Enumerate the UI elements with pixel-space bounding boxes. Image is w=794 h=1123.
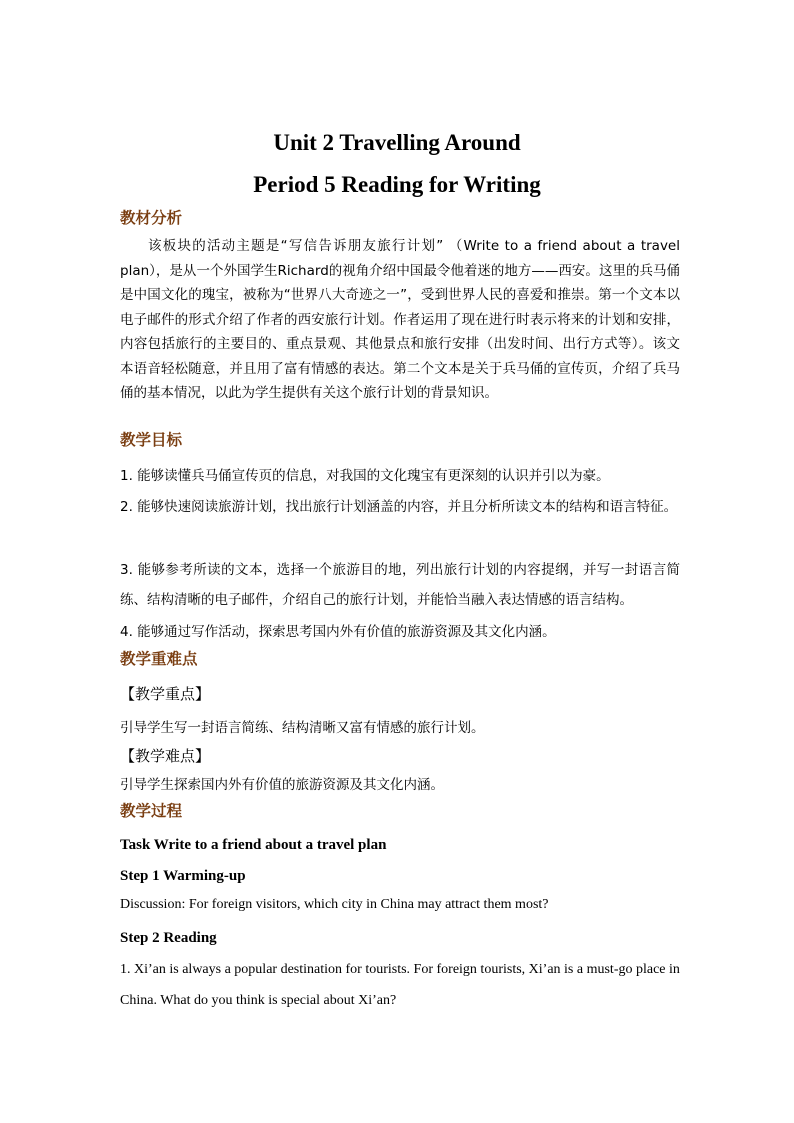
difficulty-label: 【教学难点】 (120, 747, 211, 765)
task-line: Task Write to a friend about a travel plan (120, 837, 387, 853)
discussion-text: Discussion: For foreign visitors, which city in China may attract them most? (120, 897, 549, 912)
process-heading: 教学过程 (120, 802, 183, 820)
period-title: Period 5 Reading for Writing (253, 172, 541, 197)
analysis-heading: 教材分析 (120, 209, 183, 227)
key-points-heading: 教学重难点 (120, 650, 198, 668)
goal-item-1: 1. 能够读懂兵马俑宣传页的信息，对我国的文化瑰宝有更深刻的认识并引以为豪。 (120, 468, 610, 484)
analysis-paragraph: 该板块的活动主题是“写信告诉朋友旅行计划” （Write to a friend about a travel plan），是从一个外国学生Richard的视角介绍中国最令他着迷的地方——西安。这里的兵马俑是中国文化的瑰宝，被称为“世界八大奇迹之一”，受到世界人民的喜爱和推崇。第一个文本以电子邮件的形式介绍了作者的西安旅行计划。作者运用了现在进行时表示将来的计划和安排，内容包括旅行的主要目的、重点景观、其他景点和旅行安排（出发时间、出行方式等）。该文本语音轻松随意，并且用了富有情感的表达。第二个文本是关于兵马俑的宣传页，介绍了兵马俑的基本情况，以此为学生提供有关这个旅行计划的背景知识。 (120, 238, 680, 401)
reading-question-1: 1. Xi’an is always a popular destination for tourists. For foreign tourists, Xi’an is a must-go place in China. What do you think is special about Xi’an? (120, 962, 680, 1008)
goal-item-2: 2. 能够快速阅读旅游计划，找出旅行计划涵盖的内容，并且分析所读文本的结构和语言特征。 (120, 499, 678, 515)
goals-heading: 教学目标 (120, 431, 183, 449)
goal-item-3: 3. 能够参考所读的文本，选择一个旅游目的地，列出旅行计划的内容提纲，并写一封语言简练、结构清晰的电子邮件，介绍自己的旅行计划，并能恰当融入表达情感的语言结构。 (120, 562, 680, 608)
focus-label: 【教学重点】 (120, 685, 211, 703)
focus-text: 引导学生写一封语言简练、结构清晰又富有情感的旅行计划。 (120, 720, 485, 736)
step1-heading: Step 1 Warming-up (120, 868, 246, 884)
step2-heading: Step 2 Reading (120, 930, 217, 946)
difficulty-text: 引导学生探索国内外有价值的旅游资源及其文化内涵。 (120, 777, 444, 793)
unit-title: Unit 2 Travelling Around (273, 130, 521, 155)
goal-item-4: 4. 能够通过写作活动，探索思考国内外有价值的旅游资源及其文化内涵。 (120, 624, 556, 640)
